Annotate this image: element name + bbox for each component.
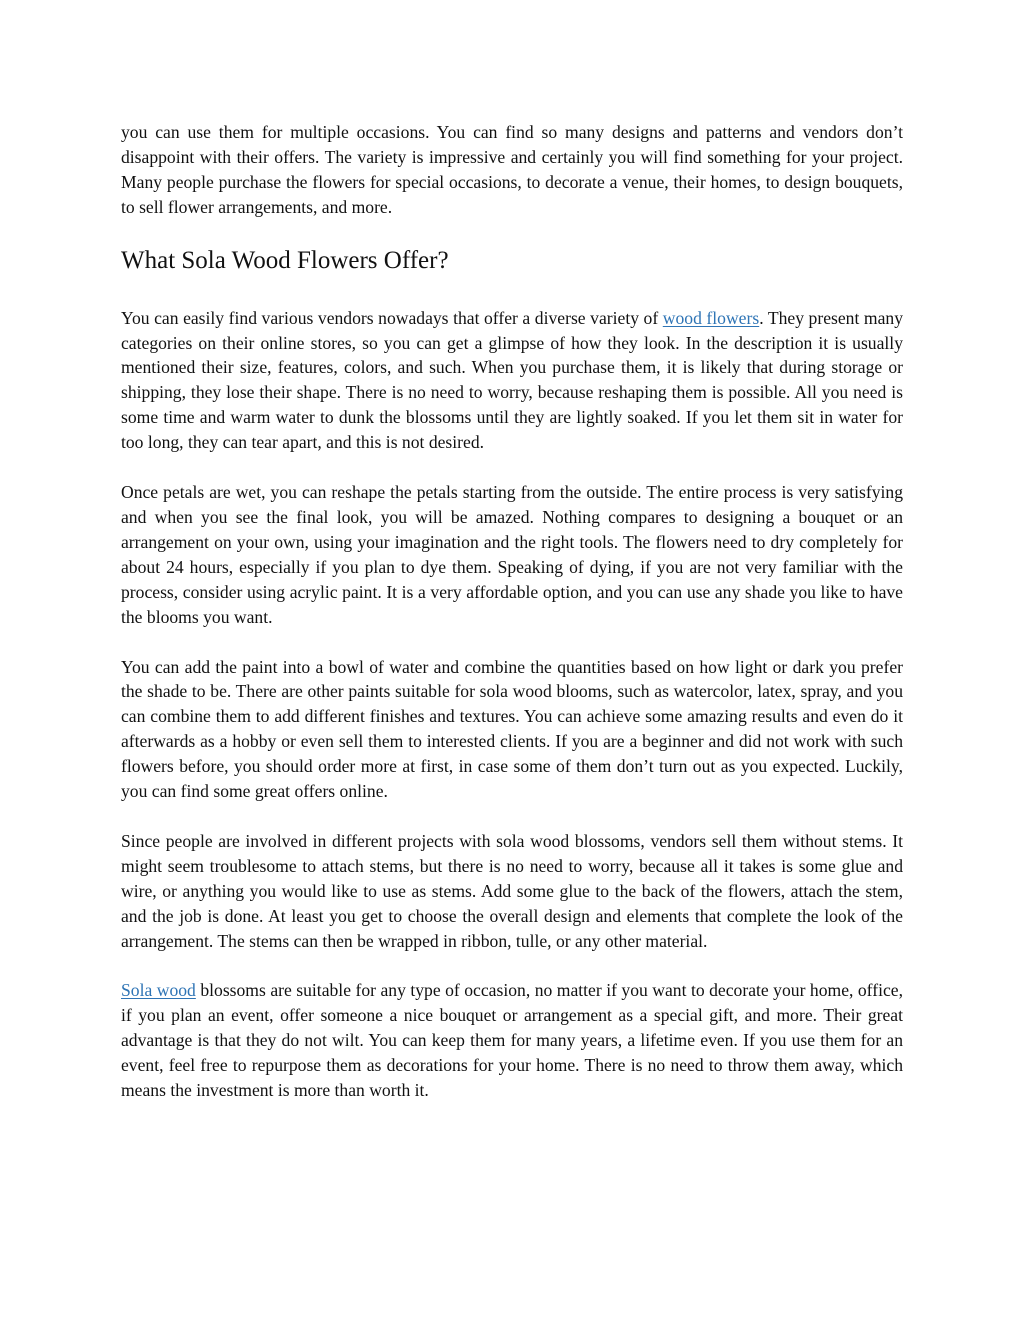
paragraph-reshaping: Once petals are wet, you can reshape the petals starting from the outside. The entire process is very satisfying and when you see the final look, you will be amazed. Nothing compares to designing a bouquet or an arrangement on your own, using your imagination and the right tools. The flowers need to dry completely for about 24 hours, especially if you plan to dye them. Speaking of dying, if you are not very familiar with the process, consider using acrylic paint. It is a very affordable option, and you can use any shade you like to have the blooms you want. xyxy=(121,482,903,627)
spacer xyxy=(121,953,903,978)
wood-flowers-link[interactable]: wood flowers xyxy=(662,307,760,328)
paragraph-vendors xyxy=(121,306,903,455)
spacer xyxy=(121,630,903,655)
paragraph-occasions xyxy=(121,978,903,1103)
section-heading: What Sola Wood Flowers Offer? xyxy=(121,246,449,274)
intro-paragraph: you can use them for multiple occasions. You can find so many designs and patterns and vendors don’t disappoint with their offers. The variety is impressive and certainly you will find something for your project. Many people purchase the flowers for special occasions, to decorate a venue, their homes, to design bouquets, to sell flower arrangements, and more. xyxy=(121,122,903,217)
sola-wood-link[interactable]: Sola wood xyxy=(121,980,196,1001)
paragraph-text: . They present many categories on their online stores, so you can get a glimpse of how they look. In the description it is usually mentioned their size, features, colors, and such. When you purchase them, it is likely that during storage or shipping, they lose their shape. There is no need to worry, because reshaping them is possible. All you need is some time and warm water to dunk the blossoms until they are lightly soaked. If you let them sit in water for too long, they can tear apart, and this is not desired. xyxy=(121,307,903,453)
paragraph-stems: Since people are involved in different projects with sola wood blossoms, vendors sell them without stems. It might seem troublesome to attach stems, but there is no need to worry, because all it takes is some glue and wire, or anything you would like to use as stems. Add some glue to the back of the flowers, attach the stem, and the job is done. At least you get to choose the overall design and elements that complete the look of the arrangement. The stems can then be wrapped in ribbon, tulle, or any other material. xyxy=(121,830,903,951)
spacer xyxy=(121,455,903,480)
paragraph-text: You can easily find various vendors nowadays that offer a diverse variety of xyxy=(121,307,663,328)
document-content xyxy=(121,120,903,1103)
spacer xyxy=(121,276,903,306)
spacer xyxy=(121,804,903,829)
paragraph-text: blossoms are suitable for any type of occasion, no matter if you want to decorate your home, office, if you plan an event, offer someone a nice bouquet or arrangement as a special gift, and more. Their great advantage is that they do not wilt. You can keep them for many years, a lifetime even. If you use them for an event, feel free to repurpose them as decorations for your home. There is no need to throw them away, which means the investment is more than worth it. xyxy=(121,980,903,1101)
spacer xyxy=(121,220,903,246)
paragraph-painting: You can add the paint into a bowl of water and combine the quantities based on how light or dark you prefer the shade to be. There are other paints suitable for sola wood blooms, such as watercolor, latex, spray, and you can combine them to add different finishes and textures. You can achieve some amazing results and even do it afterwards as a hobby or even sell them to interested clients. If you are a beginner and did not work with such flowers before, you should order more at first, in case some of them don’t turn out as you expected. Luckily, you can find some great offers online. xyxy=(121,656,903,802)
